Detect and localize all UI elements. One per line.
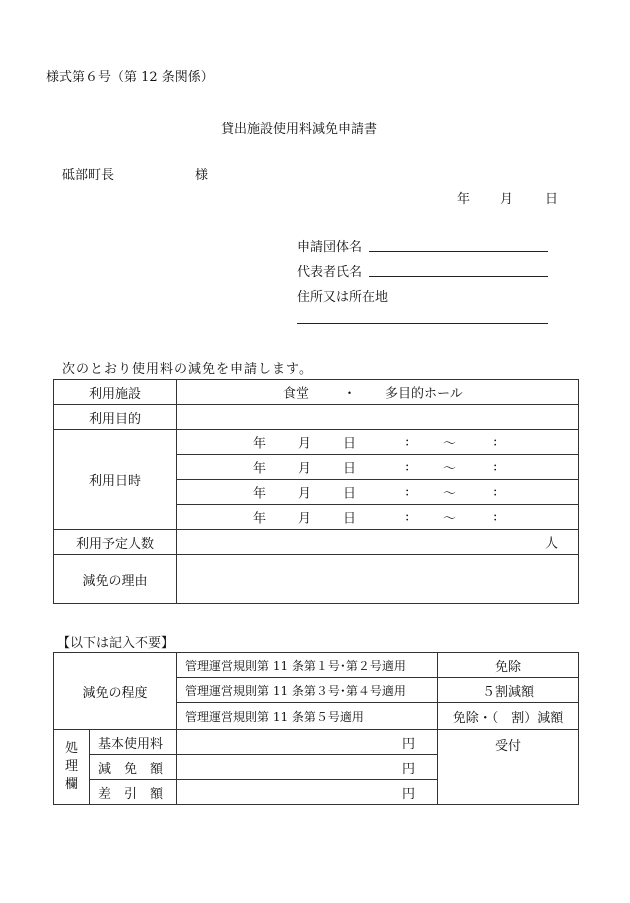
dt-colon-start: : bbox=[405, 434, 410, 450]
rule-cell: 管理運営規則第 11 条第１号･第２号適用 bbox=[177, 653, 438, 678]
dt-colon-start: : bbox=[405, 509, 410, 525]
dt-month: 月 bbox=[298, 486, 312, 502]
dt-day: 日 bbox=[343, 436, 357, 452]
date-day: 日 bbox=[545, 192, 559, 207]
honorific: 様 bbox=[195, 168, 209, 183]
dt-day: 日 bbox=[343, 461, 357, 477]
dt-tilde: 〜 bbox=[443, 461, 457, 477]
fee-label: 差 引 額 bbox=[90, 780, 177, 805]
dt-colon-end: : bbox=[493, 509, 498, 525]
intro-text: 次のとおり使用料の減免を申請します。 bbox=[62, 362, 313, 377]
processing-char: 欄 bbox=[64, 777, 78, 792]
date-month: 月 bbox=[500, 192, 514, 207]
form-number: 様式第６号（第 12 条関係） bbox=[46, 70, 214, 85]
dt-colon-start: : bbox=[405, 459, 410, 475]
dt-day: 日 bbox=[343, 511, 357, 527]
dt-tilde: 〜 bbox=[443, 511, 457, 527]
addressee: 砥部町長 bbox=[62, 168, 115, 183]
processing-label bbox=[54, 730, 90, 805]
facility-label: 利用施設 bbox=[54, 380, 177, 405]
dt-year: 年 bbox=[253, 511, 267, 527]
dt-colon-end: : bbox=[493, 459, 498, 475]
dt-tilde: 〜 bbox=[443, 486, 457, 502]
dt-year: 年 bbox=[253, 486, 267, 502]
representative-line[interactable] bbox=[369, 276, 548, 277]
address-label: 住所又は所在地 bbox=[297, 290, 389, 305]
dt-month: 月 bbox=[298, 461, 312, 477]
fee-amount[interactable]: 円 bbox=[177, 755, 438, 780]
address-line[interactable] bbox=[297, 323, 548, 324]
people-label: 利用予定人数 bbox=[54, 530, 177, 555]
datetime-label: 利用日時 bbox=[54, 430, 177, 530]
dt-colon-end: : bbox=[493, 484, 498, 500]
receipt-cell[interactable]: 受付 bbox=[438, 730, 579, 805]
office-note: 【以下は記入不要】 bbox=[57, 636, 175, 651]
purpose-cell[interactable] bbox=[177, 405, 579, 430]
dt-tilde: 〜 bbox=[443, 436, 457, 452]
dt-colon-start: : bbox=[405, 484, 410, 500]
facility-cell[interactable] bbox=[177, 380, 579, 405]
dt-month: 月 bbox=[298, 511, 312, 527]
dt-year: 年 bbox=[253, 461, 267, 477]
dt-month: 月 bbox=[298, 436, 312, 452]
fee-amount[interactable]: 円 bbox=[177, 730, 438, 755]
processing-char: 処 bbox=[64, 741, 78, 756]
representative-label: 代表者氏名 bbox=[297, 265, 363, 280]
date-year: 年 bbox=[457, 192, 471, 207]
reason-cell[interactable] bbox=[177, 555, 579, 604]
datetime-row[interactable] bbox=[177, 455, 579, 480]
usage-table bbox=[53, 379, 579, 604]
datetime-row[interactable] bbox=[177, 430, 579, 455]
fee-amount[interactable]: 円 bbox=[177, 780, 438, 805]
reason-label: 減免の理由 bbox=[54, 555, 177, 604]
datetime-row[interactable] bbox=[177, 505, 579, 530]
form-title: 貸出施設使用料減免申請書 bbox=[221, 122, 378, 137]
fee-label: 減 免 額 bbox=[90, 755, 177, 780]
group-name-line[interactable] bbox=[369, 251, 548, 252]
rule-cell: 管理運営規則第 11 条第３号･第４号適用 bbox=[177, 678, 438, 703]
rule-result[interactable]: 免除 bbox=[438, 653, 579, 678]
rule-result[interactable]: ５割減額 bbox=[438, 678, 579, 703]
people-unit: 人 bbox=[544, 536, 558, 552]
purpose-label: 利用目的 bbox=[54, 405, 177, 430]
rule-result[interactable]: 免除・（ 割）減額 bbox=[438, 703, 579, 730]
facility-separator: ・ bbox=[343, 386, 357, 402]
degree-label: 減免の程度 bbox=[54, 653, 177, 730]
dt-colon-end: : bbox=[493, 434, 498, 450]
fee-label: 基本使用料 bbox=[90, 730, 177, 755]
people-cell[interactable] bbox=[177, 530, 579, 555]
datetime-row[interactable] bbox=[177, 480, 579, 505]
office-table bbox=[53, 652, 579, 805]
dt-year: 年 bbox=[253, 436, 267, 452]
facility-option-1[interactable]: 食堂 bbox=[283, 386, 310, 402]
rule-cell: 管理運営規則第 11 条第５号適用 bbox=[177, 703, 438, 730]
processing-char: 理 bbox=[64, 759, 78, 774]
group-name-label: 申請団体名 bbox=[297, 240, 363, 255]
facility-option-2[interactable]: 多目的ホール bbox=[385, 386, 463, 402]
dt-day: 日 bbox=[343, 486, 357, 502]
